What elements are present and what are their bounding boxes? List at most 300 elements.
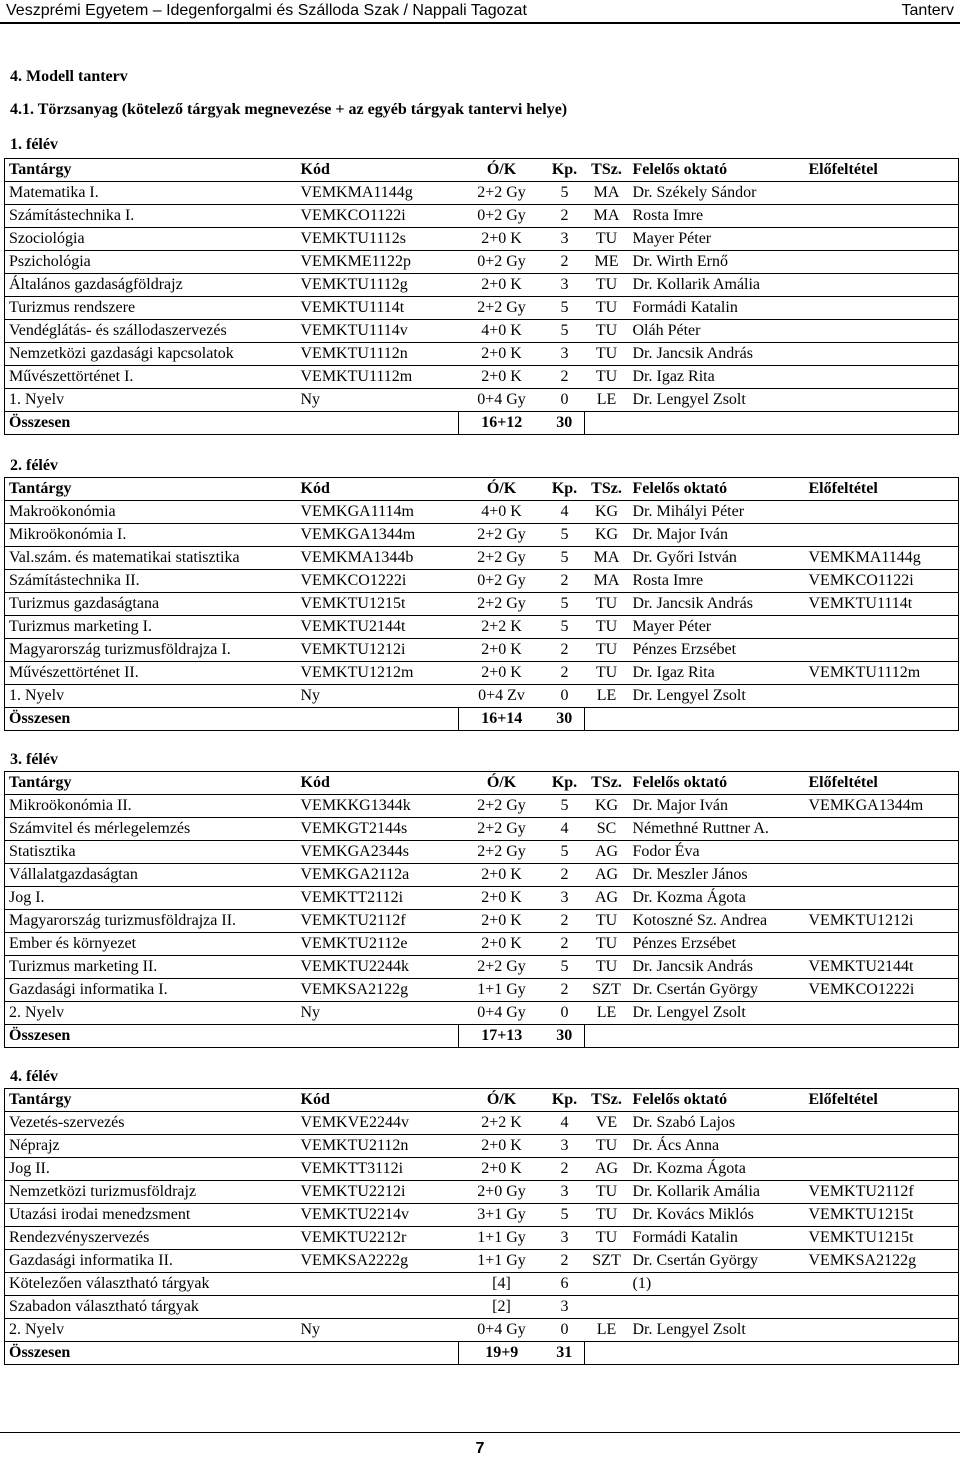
table-cell: Szabadon választható tárgyak bbox=[5, 1296, 297, 1319]
table-cell bbox=[805, 1135, 959, 1158]
table-cell: Formádi Katalin bbox=[629, 1227, 805, 1250]
course-table bbox=[4, 158, 959, 435]
table-row bbox=[5, 933, 959, 956]
column-header: Előfeltétel bbox=[805, 478, 959, 501]
table-cell: LE bbox=[585, 685, 629, 708]
table-cell: 5 bbox=[545, 547, 585, 570]
table-cell bbox=[805, 616, 959, 639]
table-cell: 2. Nyelv bbox=[5, 1002, 297, 1025]
table-cell: Dr. Meszler János bbox=[629, 864, 805, 887]
table-cell: 5 bbox=[545, 182, 585, 205]
table-cell: 2+2 Gy bbox=[459, 182, 545, 205]
table-cell: VEMKTU1114v bbox=[297, 320, 459, 343]
table-cell: TU bbox=[585, 662, 629, 685]
total-empty bbox=[585, 1025, 959, 1048]
column-header: Kód bbox=[297, 478, 459, 501]
table-cell: 3 bbox=[545, 1181, 585, 1204]
table-cell bbox=[805, 1273, 959, 1296]
table-cell: Dr. Kozma Ágota bbox=[629, 1158, 805, 1181]
table-cell: 3 bbox=[545, 1296, 585, 1319]
table-cell: Néprajz bbox=[5, 1135, 297, 1158]
table-cell: Általános gazdaságföldrajz bbox=[5, 274, 297, 297]
table-cell: 2 bbox=[545, 910, 585, 933]
table-cell: Vendéglátás- és szállodaszervezés bbox=[5, 320, 297, 343]
total-label: Összesen bbox=[5, 412, 459, 435]
table-row bbox=[5, 662, 959, 685]
table-cell: 1. Nyelv bbox=[5, 685, 297, 708]
column-header: TSz. bbox=[585, 478, 629, 501]
table-cell: VEMKTU2112f bbox=[297, 910, 459, 933]
table-cell: VEMKTU1112g bbox=[297, 274, 459, 297]
total-hours: 16+14 bbox=[459, 708, 545, 731]
column-header: Kp. bbox=[545, 478, 585, 501]
table-cell: Val.szám. és matematikai statisztika bbox=[5, 547, 297, 570]
table-cell: Magyarország turizmusföldrajza II. bbox=[5, 910, 297, 933]
table-header-row bbox=[5, 1089, 959, 1112]
table-row bbox=[5, 1002, 959, 1025]
table-cell: VEMKTU1212i bbox=[297, 639, 459, 662]
table-row bbox=[5, 320, 959, 343]
table-cell: VEMKGA2112a bbox=[297, 864, 459, 887]
total-row bbox=[5, 1025, 959, 1048]
table-cell: Dr. Jancsik András bbox=[629, 343, 805, 366]
table-cell: Némethné Ruttner A. bbox=[629, 818, 805, 841]
course-table bbox=[4, 771, 959, 1048]
table-cell: 1+1 Gy bbox=[459, 1227, 545, 1250]
table-cell: 2+0 K bbox=[459, 343, 545, 366]
table-cell: 5 bbox=[545, 297, 585, 320]
table-cell: 2+2 Gy bbox=[459, 547, 545, 570]
table-cell: VEMKTU1215t bbox=[805, 1227, 959, 1250]
table-cell bbox=[585, 1273, 629, 1296]
table-cell: 2+2 Gy bbox=[459, 956, 545, 979]
table-cell: 0 bbox=[545, 1002, 585, 1025]
table-cell: 2 bbox=[545, 979, 585, 1002]
table-row bbox=[5, 1250, 959, 1273]
table-cell: Oláh Péter bbox=[629, 320, 805, 343]
table-cell: VEMKGT2144s bbox=[297, 818, 459, 841]
table-cell: 0+4 Zv bbox=[459, 685, 545, 708]
table-cell: VEMKGA2344s bbox=[297, 841, 459, 864]
total-empty bbox=[585, 708, 959, 731]
table-cell: VEMKTU1112s bbox=[297, 228, 459, 251]
table-cell bbox=[805, 366, 959, 389]
table-cell: Ember és környezet bbox=[5, 933, 297, 956]
table-cell: VEMKTU1215t bbox=[805, 1204, 959, 1227]
table-row bbox=[5, 524, 959, 547]
table-cell: Dr. Jancsik András bbox=[629, 956, 805, 979]
table-cell: VEMKTT3112i bbox=[297, 1158, 459, 1181]
table-cell: 4 bbox=[545, 818, 585, 841]
table-row bbox=[5, 841, 959, 864]
table-cell: LE bbox=[585, 1319, 629, 1342]
table-cell: Statisztika bbox=[5, 841, 297, 864]
table-cell bbox=[805, 297, 959, 320]
table-cell: 2. Nyelv bbox=[5, 1319, 297, 1342]
table-cell: TU bbox=[585, 228, 629, 251]
table-cell: Mikroökonómia I. bbox=[5, 524, 297, 547]
table-cell: Turizmus rendszere bbox=[5, 297, 297, 320]
column-header: Előfeltétel bbox=[805, 1089, 959, 1112]
table-cell: TU bbox=[585, 343, 629, 366]
table-row bbox=[5, 1227, 959, 1250]
column-header: Kód bbox=[297, 772, 459, 795]
semester-title: 3. félév bbox=[10, 751, 58, 768]
total-hours: 16+12 bbox=[459, 412, 545, 435]
table-cell: VEMKKG1344k bbox=[297, 795, 459, 818]
table-row bbox=[5, 1319, 959, 1342]
table-cell bbox=[805, 389, 959, 412]
table-cell: VEMKTU1212m bbox=[297, 662, 459, 685]
table-cell bbox=[805, 841, 959, 864]
table-cell bbox=[629, 1296, 805, 1319]
table-cell: 0+4 Gy bbox=[459, 389, 545, 412]
table-cell: VEMKGA1114m bbox=[297, 501, 459, 524]
table-cell: Makroökonómia bbox=[5, 501, 297, 524]
table-cell: 5 bbox=[545, 795, 585, 818]
table-cell: TU bbox=[585, 1181, 629, 1204]
course-table bbox=[4, 477, 959, 731]
table-cell: VEMKCO1122i bbox=[297, 205, 459, 228]
total-hours: 17+13 bbox=[459, 1025, 545, 1048]
table-cell: 3 bbox=[545, 343, 585, 366]
column-header: Kp. bbox=[545, 772, 585, 795]
table-cell: TU bbox=[585, 1135, 629, 1158]
table-cell: TU bbox=[585, 616, 629, 639]
table-cell bbox=[805, 1319, 959, 1342]
table-cell: 2+2 Gy bbox=[459, 818, 545, 841]
table-row bbox=[5, 1158, 959, 1181]
table-cell bbox=[805, 501, 959, 524]
table-cell bbox=[805, 818, 959, 841]
table-cell: Számvitel és mérlegelemzés bbox=[5, 818, 297, 841]
table-cell: Ny bbox=[297, 1319, 459, 1342]
table-cell: Dr. Csertán György bbox=[629, 979, 805, 1002]
table-cell: 3 bbox=[545, 887, 585, 910]
table-row bbox=[5, 251, 959, 274]
table-row bbox=[5, 389, 959, 412]
table-row bbox=[5, 795, 959, 818]
table-cell: AG bbox=[585, 841, 629, 864]
table-cell: VEMKCO1222i bbox=[297, 570, 459, 593]
table-cell: VEMKTU2112n bbox=[297, 1135, 459, 1158]
table-cell: 2 bbox=[545, 864, 585, 887]
table-cell: Dr. Kollarik Amália bbox=[629, 1181, 805, 1204]
table-row bbox=[5, 818, 959, 841]
table-cell: Dr. Kozma Ágota bbox=[629, 887, 805, 910]
table-cell bbox=[805, 1112, 959, 1135]
table-cell: VEMKVE2244v bbox=[297, 1112, 459, 1135]
table-cell bbox=[805, 1002, 959, 1025]
table-cell: TU bbox=[585, 933, 629, 956]
table-cell: Dr. Igaz Rita bbox=[629, 366, 805, 389]
header-right: Tanterv bbox=[901, 2, 954, 19]
table-cell: KG bbox=[585, 524, 629, 547]
table-cell: VE bbox=[585, 1112, 629, 1135]
total-label: Összesen bbox=[5, 1025, 459, 1048]
table-header-row bbox=[5, 159, 959, 182]
table-cell bbox=[805, 205, 959, 228]
table-cell: AG bbox=[585, 887, 629, 910]
table-cell: 4+0 K bbox=[459, 501, 545, 524]
table-cell: Dr. Kovács Miklós bbox=[629, 1204, 805, 1227]
table-row bbox=[5, 501, 959, 524]
table-cell: Pénzes Erzsébet bbox=[629, 639, 805, 662]
table-cell: Ny bbox=[297, 685, 459, 708]
table-cell: VEMKTU1114t bbox=[297, 297, 459, 320]
table-cell: 2 bbox=[545, 205, 585, 228]
table-row bbox=[5, 182, 959, 205]
table-row bbox=[5, 616, 959, 639]
table-cell: 6 bbox=[545, 1273, 585, 1296]
table-cell: VEMKMA1144g bbox=[297, 182, 459, 205]
table-cell: 3 bbox=[545, 1227, 585, 1250]
table-cell: VEMKTU2212r bbox=[297, 1227, 459, 1250]
table-cell: MA bbox=[585, 547, 629, 570]
table-cell bbox=[805, 274, 959, 297]
table-cell bbox=[805, 933, 959, 956]
table-cell: 2 bbox=[545, 1158, 585, 1181]
table-cell: 3+1 Gy bbox=[459, 1204, 545, 1227]
table-cell: 0+2 Gy bbox=[459, 251, 545, 274]
section-title: 4. Modell tanterv bbox=[10, 68, 128, 85]
table-cell: Formádi Katalin bbox=[629, 297, 805, 320]
table-cell: MA bbox=[585, 182, 629, 205]
column-header: Ó/K bbox=[459, 1089, 545, 1112]
table-header-row bbox=[5, 772, 959, 795]
subsection-title-text: 4.1. Törzsanyag (kötelező tárgyak megnevezése + az egyéb tárgyak tantervi helye) bbox=[10, 101, 568, 118]
table-cell bbox=[805, 685, 959, 708]
table-row bbox=[5, 1112, 959, 1135]
table-cell: VEMKTU2244k bbox=[297, 956, 459, 979]
table-cell: Gazdasági informatika I. bbox=[5, 979, 297, 1002]
table-cell: Dr. Szabó Lajos bbox=[629, 1112, 805, 1135]
semester-title: 2. félév bbox=[10, 457, 58, 474]
table-cell: VEMKTU2112f bbox=[805, 1181, 959, 1204]
table-cell: MA bbox=[585, 205, 629, 228]
table-row bbox=[5, 297, 959, 320]
table-cell: 0+4 Gy bbox=[459, 1002, 545, 1025]
table-cell: 5 bbox=[545, 524, 585, 547]
table-cell: 4+0 K bbox=[459, 320, 545, 343]
column-header: Felelős oktató bbox=[629, 772, 805, 795]
total-row bbox=[5, 708, 959, 731]
table-cell: Pénzes Erzsébet bbox=[629, 933, 805, 956]
table-cell: 2+0 K bbox=[459, 887, 545, 910]
table-cell: VEMKTU2144t bbox=[805, 956, 959, 979]
table-cell: 2 bbox=[545, 366, 585, 389]
table-row bbox=[5, 547, 959, 570]
table-cell: Ny bbox=[297, 389, 459, 412]
table-cell: 3 bbox=[545, 1135, 585, 1158]
table-cell: Dr. Ács Anna bbox=[629, 1135, 805, 1158]
column-header: Tantárgy bbox=[5, 159, 297, 182]
table-cell: SZT bbox=[585, 1250, 629, 1273]
table-cell: 5 bbox=[545, 593, 585, 616]
table-cell: VEMKGA1344m bbox=[805, 795, 959, 818]
table-cell: VEMKTU1112m bbox=[805, 662, 959, 685]
table-cell: Mayer Péter bbox=[629, 228, 805, 251]
table-cell: SC bbox=[585, 818, 629, 841]
table-row bbox=[5, 274, 959, 297]
course-table bbox=[4, 1088, 959, 1365]
table-cell: [2] bbox=[459, 1296, 545, 1319]
table-cell: Dr. Lengyel Zsolt bbox=[629, 389, 805, 412]
table-cell: Gazdasági informatika II. bbox=[5, 1250, 297, 1273]
table-cell bbox=[805, 1158, 959, 1181]
table-cell: TU bbox=[585, 1204, 629, 1227]
table-cell: VEMKCO1122i bbox=[805, 570, 959, 593]
column-header: Ó/K bbox=[459, 159, 545, 182]
table-cell: 1. Nyelv bbox=[5, 389, 297, 412]
table-cell bbox=[805, 887, 959, 910]
table-row bbox=[5, 887, 959, 910]
table-cell: VEMKTU2112e bbox=[297, 933, 459, 956]
total-row bbox=[5, 1342, 959, 1365]
table-cell: AG bbox=[585, 1158, 629, 1181]
table-cell: VEMKSA2122g bbox=[297, 979, 459, 1002]
table-cell: VEMKTU1114t bbox=[805, 593, 959, 616]
table-cell: 2+2 Gy bbox=[459, 795, 545, 818]
table-cell: 2 bbox=[545, 251, 585, 274]
table-cell: VEMKSA2122g bbox=[805, 1250, 959, 1273]
table-cell bbox=[805, 864, 959, 887]
table-cell: LE bbox=[585, 389, 629, 412]
table-row bbox=[5, 639, 959, 662]
table-row bbox=[5, 205, 959, 228]
table-cell: 0 bbox=[545, 1319, 585, 1342]
table-cell: VEMKMA1344b bbox=[297, 547, 459, 570]
table-cell: Turizmus gazdaságtana bbox=[5, 593, 297, 616]
table-cell: 1+1 Gy bbox=[459, 979, 545, 1002]
table-row bbox=[5, 979, 959, 1002]
table-cell: 2+2 Gy bbox=[459, 524, 545, 547]
table-row bbox=[5, 1181, 959, 1204]
column-header: Ó/K bbox=[459, 772, 545, 795]
table-cell: 5 bbox=[545, 320, 585, 343]
column-header: Kp. bbox=[545, 159, 585, 182]
table-cell: 4 bbox=[545, 1112, 585, 1135]
table-cell: Dr. Jancsik András bbox=[629, 593, 805, 616]
table-cell: Ny bbox=[297, 1002, 459, 1025]
table-cell bbox=[805, 639, 959, 662]
total-credits: 31 bbox=[545, 1342, 585, 1365]
table-cell: TU bbox=[585, 910, 629, 933]
table-cell: Vállalatgazdaságtan bbox=[5, 864, 297, 887]
table-cell: Dr. Wirth Ernő bbox=[629, 251, 805, 274]
table-cell: VEMKCO1222i bbox=[805, 979, 959, 1002]
table-cell: VEMKTU2212i bbox=[297, 1181, 459, 1204]
table-cell: 2 bbox=[545, 639, 585, 662]
table-cell: TU bbox=[585, 639, 629, 662]
table-cell: TU bbox=[585, 274, 629, 297]
table-cell: TU bbox=[585, 956, 629, 979]
column-header: Ó/K bbox=[459, 478, 545, 501]
table-cell: SZT bbox=[585, 979, 629, 1002]
table-cell: LE bbox=[585, 1002, 629, 1025]
footer-rule bbox=[0, 1432, 960, 1433]
total-credits: 30 bbox=[545, 1025, 585, 1048]
table-row bbox=[5, 570, 959, 593]
table-cell: 2+0 K bbox=[459, 864, 545, 887]
table-cell: VEMKTU2214v bbox=[297, 1204, 459, 1227]
table-cell: Rosta Imre bbox=[629, 205, 805, 228]
table-cell: VEMKTT2112i bbox=[297, 887, 459, 910]
column-header: Kód bbox=[297, 1089, 459, 1112]
table-cell: Rosta Imre bbox=[629, 570, 805, 593]
table-cell: VEMKTU1112n bbox=[297, 343, 459, 366]
table-cell: Mikroökonómia II. bbox=[5, 795, 297, 818]
table-cell: Dr. Lengyel Zsolt bbox=[629, 1319, 805, 1342]
table-cell: ME bbox=[585, 251, 629, 274]
table-cell: Dr. Győri István bbox=[629, 547, 805, 570]
table-cell: Jog II. bbox=[5, 1158, 297, 1181]
subsection-title bbox=[10, 100, 567, 120]
column-header: Kp. bbox=[545, 1089, 585, 1112]
table-cell: Mayer Péter bbox=[629, 616, 805, 639]
table-cell: Dr. Kollarik Amália bbox=[629, 274, 805, 297]
table-cell: TU bbox=[585, 366, 629, 389]
table-cell: 2+0 Gy bbox=[459, 1181, 545, 1204]
table-cell bbox=[805, 524, 959, 547]
total-label: Összesen bbox=[5, 1342, 459, 1365]
header-left: Veszprémi Egyetem – Idegenforgalmi és Szálloda Szak / Nappali Tagozat bbox=[6, 2, 527, 19]
column-header: Tantárgy bbox=[5, 772, 297, 795]
table-cell: 5 bbox=[545, 1204, 585, 1227]
table-cell: Turizmus marketing II. bbox=[5, 956, 297, 979]
table-row bbox=[5, 228, 959, 251]
table-cell: 0+4 Gy bbox=[459, 1319, 545, 1342]
table-cell bbox=[805, 251, 959, 274]
table-row bbox=[5, 685, 959, 708]
table-cell bbox=[805, 228, 959, 251]
table-header-row bbox=[5, 478, 959, 501]
table-cell: 4 bbox=[545, 501, 585, 524]
table-cell bbox=[805, 1296, 959, 1319]
table-cell: Dr. Székely Sándor bbox=[629, 182, 805, 205]
table-cell: 2+2 Gy bbox=[459, 297, 545, 320]
table-cell: 2 bbox=[545, 933, 585, 956]
table-cell: KG bbox=[585, 501, 629, 524]
table-cell: 2 bbox=[545, 662, 585, 685]
page-header bbox=[0, 0, 960, 24]
table-cell: 2 bbox=[545, 570, 585, 593]
table-cell: 2+0 K bbox=[459, 1158, 545, 1181]
table-cell: Dr. Mihályi Péter bbox=[629, 501, 805, 524]
column-header: TSz. bbox=[585, 159, 629, 182]
total-empty bbox=[585, 1342, 959, 1365]
table-cell: 2+0 K bbox=[459, 933, 545, 956]
table-cell: Művészettörténet I. bbox=[5, 366, 297, 389]
table-cell: 2+2 Gy bbox=[459, 593, 545, 616]
table-cell: 2+0 K bbox=[459, 639, 545, 662]
table-cell: Turizmus marketing I. bbox=[5, 616, 297, 639]
table-cell: Magyarország turizmusföldrajza I. bbox=[5, 639, 297, 662]
table-cell: Fodor Éva bbox=[629, 841, 805, 864]
table-cell: Kötelezően választható tárgyak bbox=[5, 1273, 297, 1296]
table-cell: Művészettörténet II. bbox=[5, 662, 297, 685]
table-cell bbox=[805, 343, 959, 366]
table-row bbox=[5, 1296, 959, 1319]
table-cell: VEMKGA1344m bbox=[297, 524, 459, 547]
table-cell: KG bbox=[585, 795, 629, 818]
table-cell: Utazási irodai menedzsment bbox=[5, 1204, 297, 1227]
table-cell: 2+0 K bbox=[459, 366, 545, 389]
table-cell: 0+2 Gy bbox=[459, 570, 545, 593]
table-cell bbox=[297, 1273, 459, 1296]
table-cell: VEMKTU1212i bbox=[805, 910, 959, 933]
column-header: Kód bbox=[297, 159, 459, 182]
